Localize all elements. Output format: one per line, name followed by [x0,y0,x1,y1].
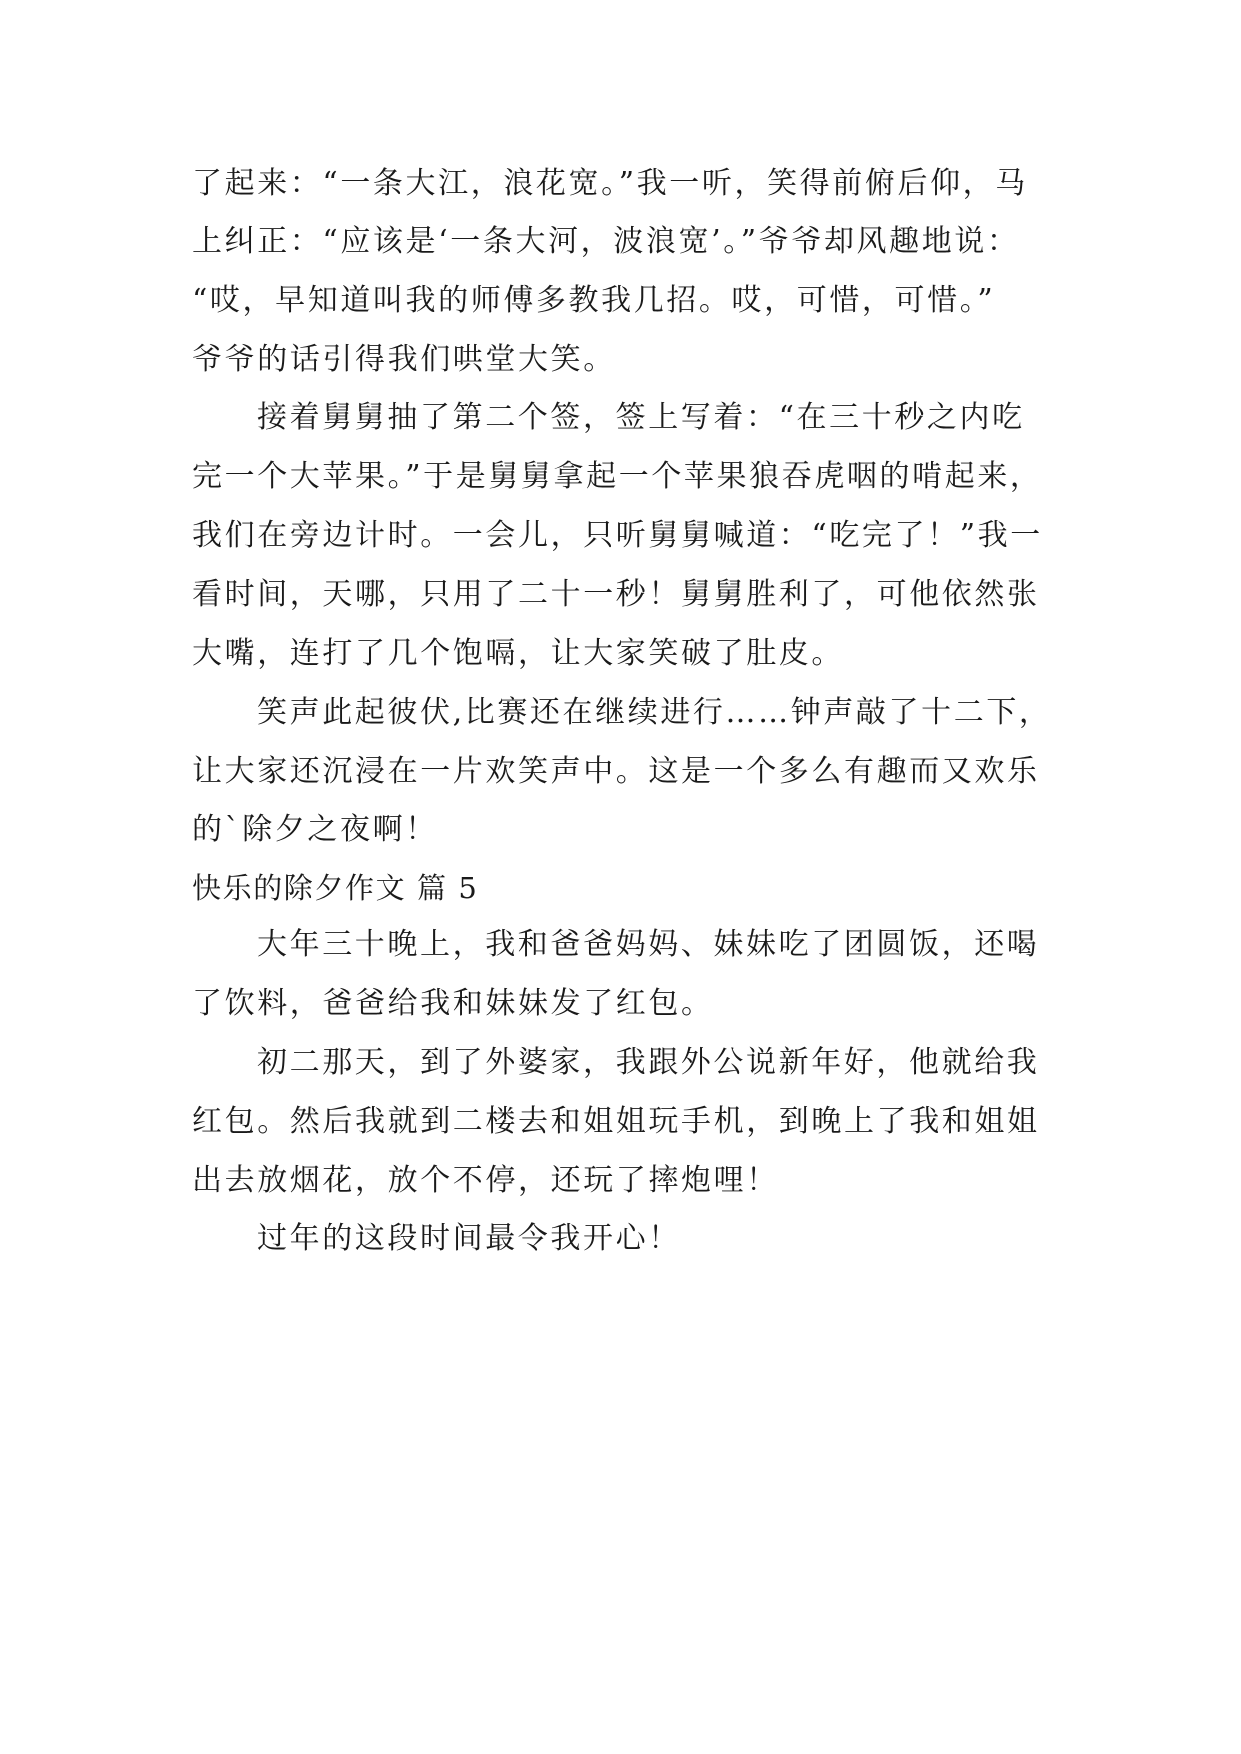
text-line: 过年的这段时间最令我开心！ [257,1221,681,1256]
text-line: 的`除夕之夜啊！ [192,812,438,847]
text-line: “哎，早知道叫我的师傅多教我几招。哎，可惜，可惜。” [192,283,996,318]
text-line: 我们在旁边计时。一会儿，只听舅舅喊道：“吃完了！”我一 [192,518,1043,553]
text-line: 上纠正：“应该是‘一条大河，波浪宽’。”爷爷却风趣地说： [192,224,1020,259]
text-line: 红包。然后我就到二楼去和姐姐玩手机，到晚上了我和姐姐 [192,1104,1040,1139]
text-line: 完一个大苹果。”于是舅舅拿起一个苹果狼吞虎咽的啃起来， [192,459,1043,494]
text-line: 了饮料，爸爸给我和妹妹发了红包。 [192,986,714,1021]
text-line: 了起来：“一条大江，浪花宽。”我一听，笑得前俯后仰，马 [192,166,1028,201]
text-line: 初二那天，到了外婆家，我跟外公说新年好，他就给我 [257,1045,1040,1080]
text-line: 大嘴，连打了几个饱嗝，让大家笑破了肚皮。 [192,636,844,671]
text-line: 爷爷的话引得我们哄堂大笑。 [192,342,616,377]
text-line: 看时间，天哪，只用了二十一秒！舅舅胜利了，可他依然张 [192,577,1040,612]
section-heading: 快乐的除夕作文 篇 5 [192,871,479,905]
text-line: 大年三十晚上，我和爸爸妈妈、妹妹吃了团圆饭，还喝 [257,927,1040,962]
text-line: 接着舅舅抽了第二个签，签上写着：“在三十秒之内吃 [257,400,1025,435]
text-line: 笑声此起彼伏,比赛还在继续进行……钟声敲了十二下， [257,695,1052,730]
text-line: 让大家还沉浸在一片欢笑声中。这是一个多么有趣而又欢乐 [192,754,1040,789]
text-line: 出去放烟花，放个不停，还玩了摔炮哩！ [192,1163,779,1198]
